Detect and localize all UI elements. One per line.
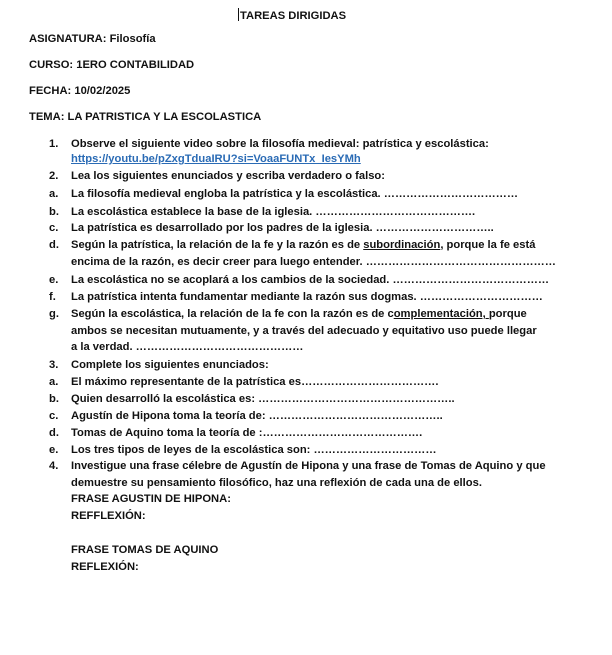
subject-line: ASIGNATURA: Filosofía	[29, 33, 156, 45]
item-text: Los tres tipos de leyes de la escolástica son: ……………………………	[71, 444, 437, 456]
question-number: 4.	[49, 460, 59, 472]
item-letter: c.	[49, 222, 59, 234]
item-letter: f.	[49, 291, 56, 303]
item-text: La escolástica no se acoplará a los cambios de la sociedad. ……………………………………	[71, 274, 550, 286]
item-letter: a.	[49, 188, 59, 200]
item-letter: d.	[49, 427, 59, 439]
item-letter: c.	[49, 410, 59, 422]
item-letter: b.	[49, 393, 59, 405]
item-text: Tomas de Aquino toma la teoría de :…………………………………….	[71, 427, 423, 439]
item-text: El máximo representante de la patrística es……………………………….	[71, 376, 439, 388]
question-text: Complete los siguientes enunciados:	[71, 359, 269, 371]
question-number: 2.	[49, 170, 59, 182]
date-line: FECHA: 10/02/2025	[29, 85, 131, 97]
question-number: 3.	[49, 359, 59, 371]
question-text: Lea los siguientes enunciados y escriba verdadero o falso:	[71, 170, 385, 182]
question-number: 1.	[49, 138, 59, 150]
item-text: La escolástica establece la base de la iglesia. …………………………………….	[71, 206, 476, 218]
document-title: TAREAS DIRIGIDAS	[240, 10, 347, 22]
item-letter: e.	[49, 274, 59, 286]
item-letter: b.	[49, 206, 59, 218]
item-letter: e.	[49, 444, 59, 456]
video-link[interactable]: https://youtu.be/pZxgTduaIRU?si=VoaaFUNTx_IesYMh	[71, 153, 361, 165]
question-text: Observe el siguiente video sobre la filosofía medieval: patrística y escolástica:	[71, 138, 489, 150]
item-text: Agustín de Hipona toma la teoría de: ………………………………………..	[71, 410, 443, 422]
question-text: Investigue una frase célebre de Agustín de Hipona y una frase de Tomas de Aquino y que	[71, 460, 546, 472]
item-letter: a.	[49, 376, 59, 388]
item-letter: g.	[49, 308, 59, 320]
item-text: Según la escolástica, la relación de la fe con la razón es de complementación, porque	[71, 308, 527, 320]
item-letter: d.	[49, 239, 59, 251]
item-text: Según la patrística, la relación de la fe y la razón es de subordinación, porque la fe está	[71, 239, 536, 251]
item-text: La patrística es desarrollado por los padres de la iglesia. …………………………..	[71, 222, 494, 234]
item-text: Quien desarrolló la escolástica es: ……………………………………………..	[71, 393, 455, 405]
course-line: CURSO: 1ERO CONTABILIDAD	[29, 59, 195, 71]
item-text: La filosofía medieval engloba la patrística y la escolástica. ………………………………	[71, 188, 519, 200]
item-text: La patrística intenta fundamentar mediante la razón sus dogmas. ……………………………	[71, 291, 543, 303]
topic-line: TEMA: LA PATRISTICA Y LA ESCOLASTICA	[29, 111, 262, 123]
text-cursor	[238, 8, 239, 21]
